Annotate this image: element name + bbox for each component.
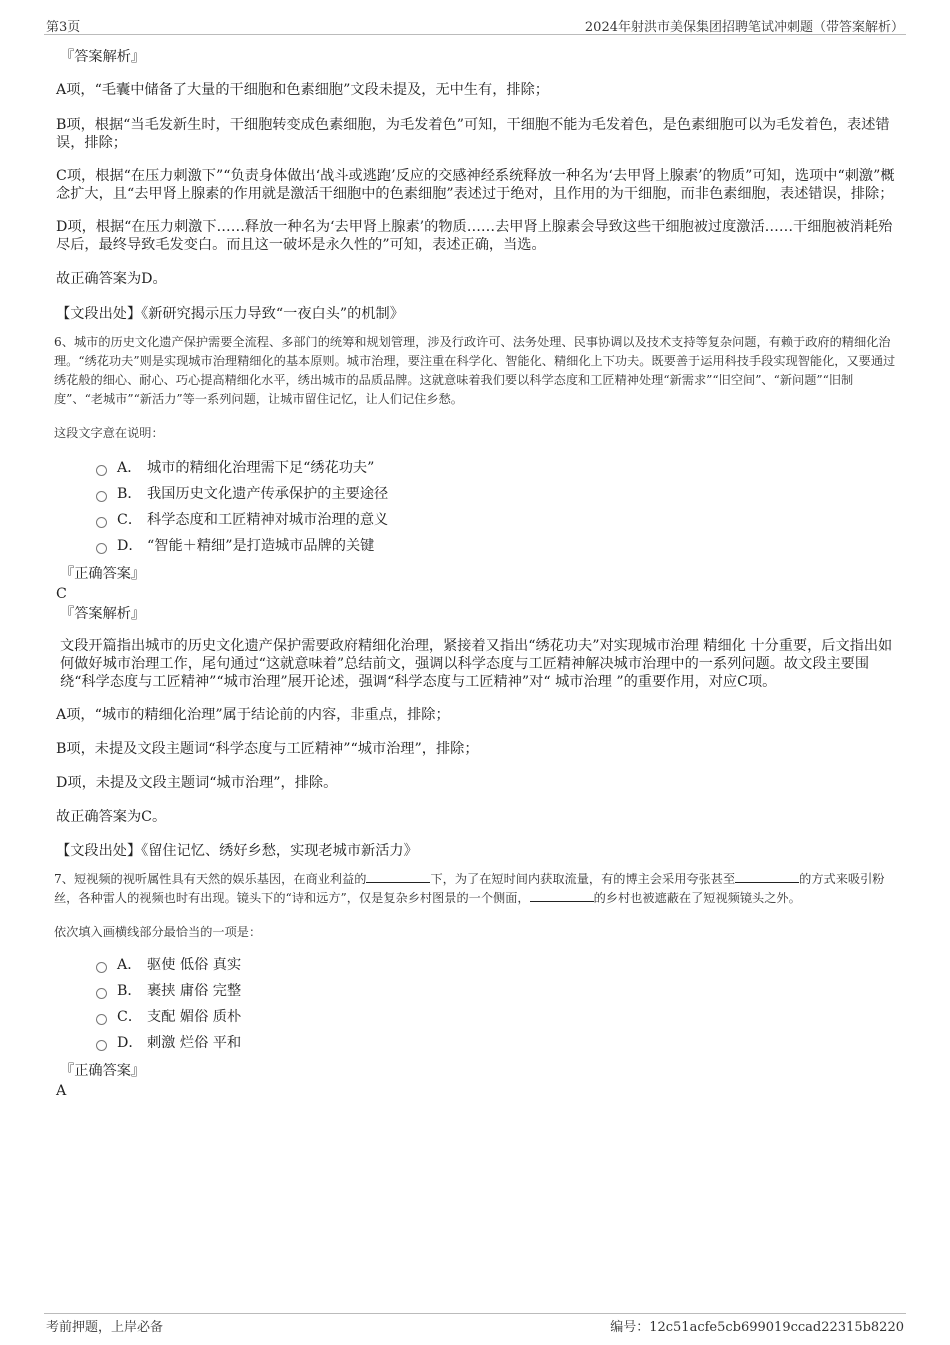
radio-icon[interactable]: [96, 465, 107, 476]
q6-analysis-a: A项，“城市的精细化治理”属于结论前的内容，非重点，排除；: [56, 707, 450, 723]
page-footer: [44, 1313, 906, 1334]
q5-analysis-d: D项，根据“在压力刺激下……释放一种名为‘去甲肾上腺素’的物质……去甲肾上腺素会导致这些干细胞被过度激活……干细胞被消耗殆尽后，最终导致毛发变白。而且这一破坏是永久性的”可知，表述正确，当选。: [56, 219, 893, 253]
q6-answer: C: [56, 586, 67, 602]
radio-icon[interactable]: [96, 1040, 107, 1051]
q5-analysis-a: A项，“毛囊中储备了大量的干细胞和色素细胞”文段未提及，无中生有，排除；: [56, 82, 549, 98]
q6-answer-label: 『正确答案』: [60, 566, 146, 582]
q6-option-a[interactable]: A． 城市的精细化治理需下足“绣花功夫”: [96, 455, 898, 481]
q6-source: 【文段出处】《留住记忆、绣好乡愁，实现老城市新活力》: [56, 843, 418, 859]
q6-analysis-b: B项，未提及文段主题词“科学态度与工匠精神”“城市治理”，排除；: [56, 741, 479, 757]
blank-2: [735, 870, 799, 883]
q6-conclusion: 故正确答案为C。: [56, 809, 167, 825]
page-number: 第3页: [46, 20, 81, 35]
radio-icon[interactable]: [96, 517, 107, 528]
q7-prompt: 依次填入画横线部分最恰当的一项是：: [54, 925, 262, 939]
q7-option-a[interactable]: A． 驱使 低俗 真实: [96, 952, 898, 978]
page-header: [44, 14, 906, 35]
page-content: [56, 44, 898, 1100]
radio-icon[interactable]: [96, 962, 107, 973]
radio-icon[interactable]: [96, 543, 107, 554]
q7-option-d[interactable]: D． 刺激 烂俗 平和: [96, 1030, 898, 1056]
blank-1: [366, 870, 430, 883]
q6-option-d[interactable]: D． “智能＋精细”是打造城市品牌的关键: [96, 533, 898, 559]
document-id: 编号：12c51acfe5cb699019ccad22315b8220: [610, 1320, 904, 1335]
q5-analysis-c: C项，根据“在压力刺激下”“负责身体做出‘战斗或逃跑’反应的交感神经系统释放一种名为‘去甲肾上腺素’的物质”可知，选项中“刺激”概念扩大，且“去甲肾上腺素的作用就是激活干细胞中的色素细胞”表述过于绝对，且作用的为干细胞，而非色素细胞，表述错误，排除；: [56, 168, 895, 202]
q7-option-b[interactable]: B． 裹挟 庸俗 完整: [96, 978, 898, 1004]
q5-analysis-b: B项，根据“当毛发新生时，干细胞转变成色素细胞，为毛发着色”可知，干细胞不能为毛发着色，是色素细胞可以为毛发着色，表述错误，排除；: [56, 117, 890, 151]
q5-analysis-label: 『答案解析』: [60, 49, 146, 65]
q6-prompt: 这段文字意在说明：: [54, 426, 164, 440]
q6-analysis: 文段开篇指出城市的历史文化遗产保护需要政府精细化治理，紧接着又指出“绣花功夫”对实现城市治理 精细化 十分重要，后文指出如何做好城市治理工作，尾句通过“这就意味着”总结前文，强调以科学态度与工匠精神解决城市治理中的一系列问题。故文段主要围绕“科学态度与工匠精神”“城市治理”展开论述，强调“科学态度与工匠精神”对“ 城市治理 ”的重要作用，对应C项。: [60, 638, 893, 690]
q7-option-c[interactable]: C． 支配 媚俗 质朴: [96, 1004, 898, 1030]
q6-option-c[interactable]: C． 科学态度和工匠精神对城市治理的意义: [96, 507, 898, 533]
q5-source: 【文段出处】《新研究揭示压力导致“一夜白头”的机制》: [56, 306, 404, 322]
q6-analysis-d: D项，未提及文段主题词“城市治理”，排除。: [56, 775, 338, 791]
q5-conclusion: 故正确答案为D。: [56, 271, 167, 287]
radio-icon[interactable]: [96, 1014, 107, 1025]
q7-answer: A: [56, 1083, 67, 1099]
q7-options: [96, 952, 898, 1056]
q6-stem: 6、城市的历史文化遗产保护需要全流程、多部门的统筹和规划管理，涉及行政许可、法务处理、民事协调以及技术支持等复杂问题，有赖于政府的精细化治理。“绣花功夫”则是实现城市治理精细化的基本原则。城市治理，要注重在科学化、智能化、精细化上下功夫。既要善于运用科技手段实现智能化，又要通过绣花般的细心、耐心、巧心提高精细化水平，绣出城市的品质品牌。这就意味着我们要以科学态度和工匠精神处理“新需求”“旧空间”、“新问题”“旧制度”、“老城市”“新活力”等一系列问题，让城市留住记忆，让人们记住乡愁。: [54, 335, 896, 406]
q6-option-b[interactable]: B． 我国历史文化遗产传承保护的主要途径: [96, 481, 898, 507]
blank-3: [530, 889, 594, 902]
q7-answer-label: 『正确答案』: [60, 1063, 146, 1079]
q7-stem: 7、短视频的视听属性具有天然的娱乐基因，在商业利益的 下，为了在短时间内获取流量，有的博主会采用夸张甚至 的方式来吸引粉丝，各种雷人的视频也时有出现。镜头下的“诗和远方”，仅是复杂乡村图景的一个侧面， 的乡村也被遮蔽在了短视频镜头之外。: [54, 872, 885, 905]
document-title: 2024年射洪市美保集团招聘笔试冲刺题（带答案解析）: [584, 20, 904, 35]
footer-slogan: 考前押题，上岸必备: [46, 1320, 164, 1335]
q6-analysis-label: 『答案解析』: [60, 606, 146, 622]
radio-icon[interactable]: [96, 988, 107, 999]
radio-icon[interactable]: [96, 491, 107, 502]
q6-options: [96, 455, 898, 559]
